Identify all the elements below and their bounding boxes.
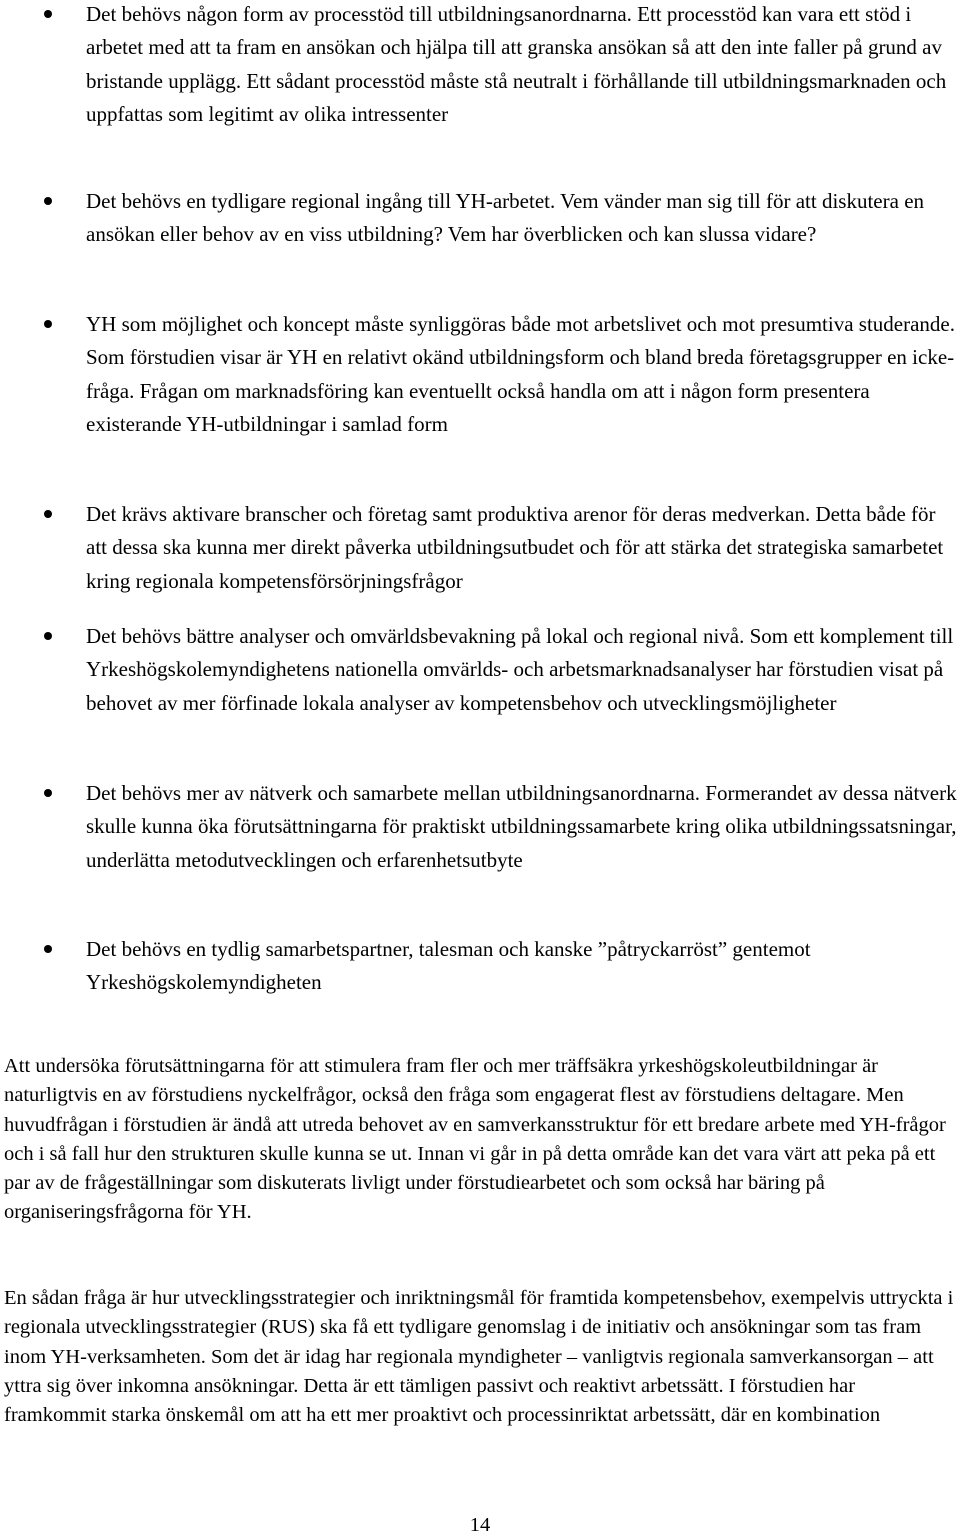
bullet-item (86, 185, 960, 252)
bullet-icon (44, 197, 52, 205)
bullet-icon (44, 632, 52, 640)
bullet-icon (44, 789, 52, 797)
bullet-icon (44, 510, 52, 518)
page-number: 14 (469, 1514, 491, 1536)
bullet-text: Det krävs aktivare branscher och företag samt produktiva arenor för deras medverkan. Detta både för att dessa ska kunna mer direkt påverka utbildningsutbudet och för att stärka det strategiska samarbetet kring regionala kompetensförsörjningsfrågor (86, 502, 944, 593)
bullet-text: Det behövs en tydlig samarbetspartner, talesman och kanske ”påtryckarröst” gentemot Yrkeshögskolemyndigheten (86, 937, 811, 995)
bullet-icon (44, 945, 52, 953)
bullet-text: Det behövs någon form av processtöd till utbildningsanordnarna. Ett processtöd kan vara ett stöd i arbetet med att ta fram en ansökan och hjälpa till att granska ansökan så att den inte faller på grund av bristande upplägg. Ett sådant processtöd måste stå neutralt i förhållande till utbildningsmarknaden och uppfattas som legitimt av olika intressenter (86, 2, 947, 126)
bullet-icon (44, 320, 52, 328)
bullet-icon (44, 10, 52, 18)
body-paragraph: Att undersöka förutsättningarna för att stimulera fram fler och mer träffsäkra yrkeshögskoleutbildningar är naturligtvis en av förstudiens nyckelfrågor, också den fråga som engagerat flest av förstudiens deltagare. Men huvudfrågan i förstudien är ändå att utreda behovet av en samverkansstruktur för ett bredare arbete med YH-frågor och i så fall hur den strukturen skulle kunna se ut. Innan vi går in på detta område kan det vara värt att peka på ett par av de frågeställningar som diskuterats livligt under förstudiearbetet och som också har bäring på organiseringsfrågorna för YH. (4, 1055, 946, 1224)
body-paragraph: En sådan fråga är hur utvecklingsstrategier och inriktningsmål för framtida kompetensbehov, exempelvis uttryckta i regionala utvecklingsstrategier (RUS) ska få ett tydligare genomslag i de initiativ och ansökningar som tas fram inom YH-verksamheten. Som det är idag har regionala myndigheter – vanligtvis regionala samverkansorgan – att yttra sig över inkomna ansökningar. Detta är ett tämligen passivt och reaktivt arbetssätt. I förstudien har framkommit starka önskemål om att ha ett mer proaktivt och processinriktat arbetssätt, där en kombination (4, 1287, 954, 1427)
bullet-text: Det behövs mer av nätverk och samarbete mellan utbildningsanordnarna. Formerandet av dessa nätverk skulle kunna öka förutsättningarna för praktiskt utbildningssamarbete kring olika utbildningssatsningar, underlätta metodutvecklingen och erfarenhetsutbyte (86, 781, 957, 872)
bullet-item (86, 777, 960, 877)
bullet-text: Det behövs en tydligare regional ingång till YH-arbetet. Vem vänder man sig till för att diskutera en ansökan eller behov av en viss utbildning? Vem har överblicken och kan slussa vidare? (86, 189, 925, 247)
bullet-item (86, 620, 960, 720)
bullet-text: YH som möjlighet och koncept måste synliggöras både mot arbetslivet och mot presumtiva studerande. Som förstudien visar är YH en relativt okänd utbildningsform och bland breda företagsgrupper en icke-fråga. Frågan om marknadsföring kan eventuellt också handla om att i någon form presentera existerande YH-utbildningar i samlad form (86, 312, 955, 436)
bullet-item (86, 498, 960, 598)
bullet-item (86, 0, 960, 131)
bullet-text: Det behövs bättre analyser och omvärldsbevakning på lokal och regional nivå. Som ett komplement till Yrkeshögskolemyndighetens nationella omvärlds- och arbetsmarknadsanalyser har förstudien visat på behovet av mer förfinade lokala analyser av kompetensbehov och utvecklingsmöjligheter (86, 624, 954, 715)
bullet-item (86, 933, 960, 1000)
bullet-item (86, 308, 960, 441)
